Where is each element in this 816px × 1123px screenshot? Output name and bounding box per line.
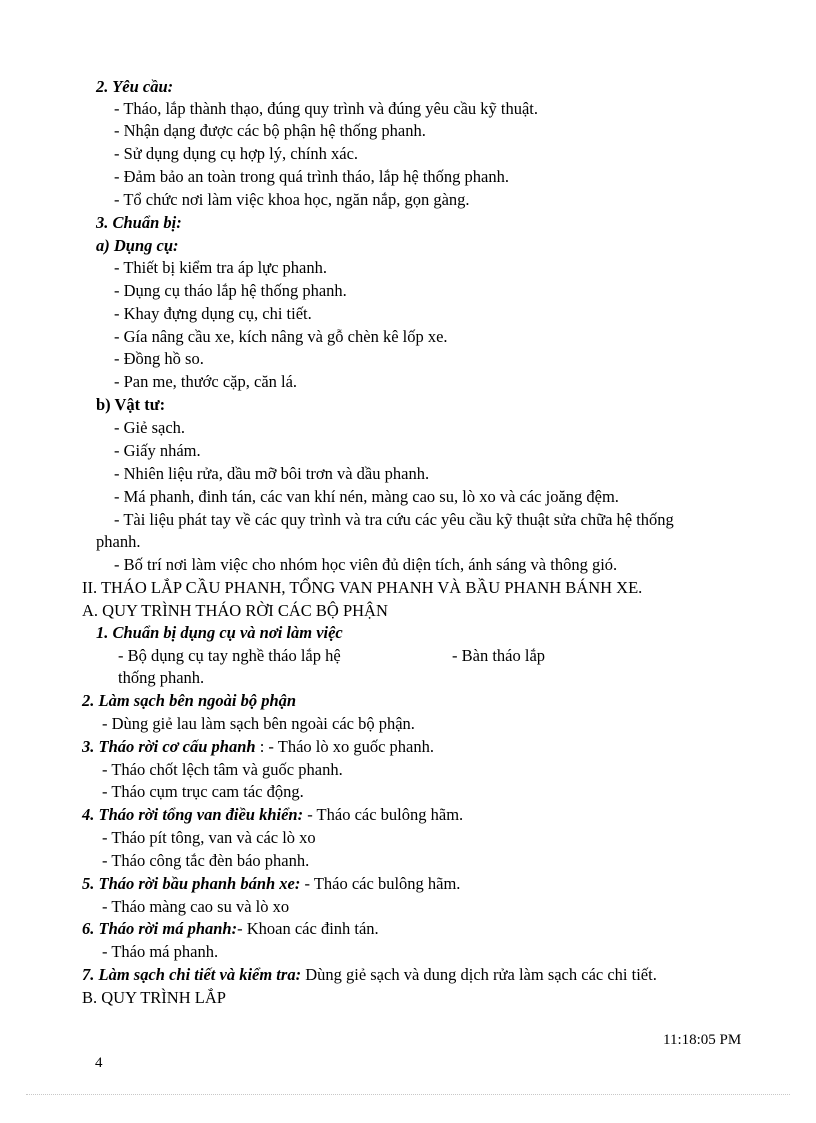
list-item: - Tháo màng cao su và lò xo — [102, 897, 290, 916]
step-1-heading: 1. Chuẩn bị dụng cụ và nơi làm việc — [96, 623, 343, 642]
list-item: - Giấy nhám. — [114, 441, 201, 460]
list-item: - Sử dụng dụng cụ hợp lý, chính xác. — [114, 144, 359, 163]
list-item: - Giẻ sạch. — [114, 418, 186, 437]
list-item: - Thiết bị kiểm tra áp lực phanh. — [114, 258, 327, 277]
list-item: - Má phanh, đinh tán, các van khí nén, màng cao su, lò xo và các joăng đệm. — [114, 487, 619, 506]
list-item: - Tháo công tắc đèn báo phanh. — [102, 851, 310, 870]
list-item: - Bố trí nơi làm việc cho nhóm học viên đủ diện tích, ánh sáng và thông gió. — [114, 555, 618, 574]
footer-divider — [26, 1094, 790, 1095]
step-7-inline-text: Dùng giẻ sạch và dung dịch rửa làm sạch các chi tiết. — [301, 965, 657, 984]
list-item: - Tổ chức nơi làm việc khoa học, ngăn nắp, gọn gàng. — [114, 190, 470, 209]
section-3a-heading: a) Dụng cụ: — [96, 236, 179, 255]
list-item: - Pan me, thước cặp, căn lá. — [114, 372, 298, 391]
list-item: - Khay đựng dụng cụ, chi tiết. — [114, 304, 312, 323]
list-item: - Dụng cụ tháo lắp hệ thống phanh. — [114, 281, 347, 300]
list-item: - Tháo, lắp thành thạo, đúng quy trình và đúng yêu cầu kỹ thuật. — [114, 99, 539, 118]
step-3-inline-text: : - Tháo lò xo guốc phanh. — [255, 737, 434, 756]
part-b-heading: B. QUY TRÌNH LẮP — [82, 988, 226, 1007]
step-2-heading: 2. Làm sạch bên ngoài bộ phận — [82, 691, 297, 710]
list-item: - Đồng hồ so. — [114, 349, 204, 368]
list-item: - Tháo má phanh. — [102, 942, 219, 961]
step-1-bench-item: - Bàn tháo lắp — [452, 646, 546, 665]
list-item: - Nhận dạng được các bộ phận hệ thống phanh. — [114, 121, 426, 140]
step-5-line — [82, 874, 460, 894]
list-item: - Tháo pít tông, van và các lò xo — [102, 828, 316, 847]
list-item: - Tháo cụm trục cam tác động. — [102, 782, 304, 801]
section-2-heading: 2. Yêu cầu: — [96, 77, 174, 96]
list-item: - Dùng giẻ lau làm sạch bên ngoài các bộ phận. — [102, 714, 415, 733]
part-a-heading: A. QUY TRÌNH THÁO RỜI CÁC BỘ PHẬN — [82, 601, 388, 620]
step-1-tool-item-continuation: thống phanh. — [118, 668, 205, 687]
step-4-heading: 4. Tháo rời tổng van điều khiển: — [82, 805, 304, 824]
step-3-heading: 3. Tháo rời cơ cấu phanh — [82, 737, 256, 756]
list-item: - Gía nâng cầu xe, kích nâng và gỗ chèn kê lốp xe. — [114, 327, 448, 346]
step-6-heading: 6. Tháo rời má phanh: — [82, 919, 238, 938]
list-item: - Nhiên liệu rửa, dầu mỡ bôi trơn và dầu phanh. — [114, 464, 430, 483]
step-6-inline-text: - Khoan các đinh tán. — [237, 919, 379, 938]
page-number: 4 — [95, 1055, 103, 1071]
step-7-line — [82, 965, 657, 985]
step-3-line — [82, 737, 434, 757]
section-3b-heading: b) Vật tư: — [96, 395, 166, 414]
step-4-inline-text: - Tháo các bulông hãm. — [303, 805, 464, 824]
list-item: - Tài liệu phát tay về các quy trình và tra cứu các yêu cầu kỹ thuật sửa chữa hệ thống — [114, 510, 674, 529]
section-3-heading: 3. Chuẩn bị: — [96, 213, 182, 232]
footer-timestamp: 11:18:05 PM — [663, 1032, 742, 1048]
step-5-inline-text: - Tháo các bulông hãm. — [300, 874, 461, 893]
part-2-heading: II. THÁO LẮP CẦU PHANH, TỔNG VAN PHANH VÀ BẦU PHANH BÁNH XE. — [82, 578, 643, 597]
step-4-line — [82, 805, 463, 825]
step-7-heading: 7. Làm sạch chi tiết và kiểm tra: — [82, 965, 302, 984]
step-5-heading: 5. Tháo rời bầu phanh bánh xe: — [82, 874, 301, 893]
list-item-continuation: phanh. — [96, 532, 141, 551]
step-1-tool-item: - Bộ dụng cụ tay nghề tháo lắp hệ — [118, 646, 341, 665]
list-item: - Tháo chốt lệch tâm và guốc phanh. — [102, 760, 343, 779]
list-item: - Đảm bảo an toàn trong quá trình tháo, lắp hệ thống phanh. — [114, 167, 509, 186]
step-6-line — [82, 919, 379, 939]
